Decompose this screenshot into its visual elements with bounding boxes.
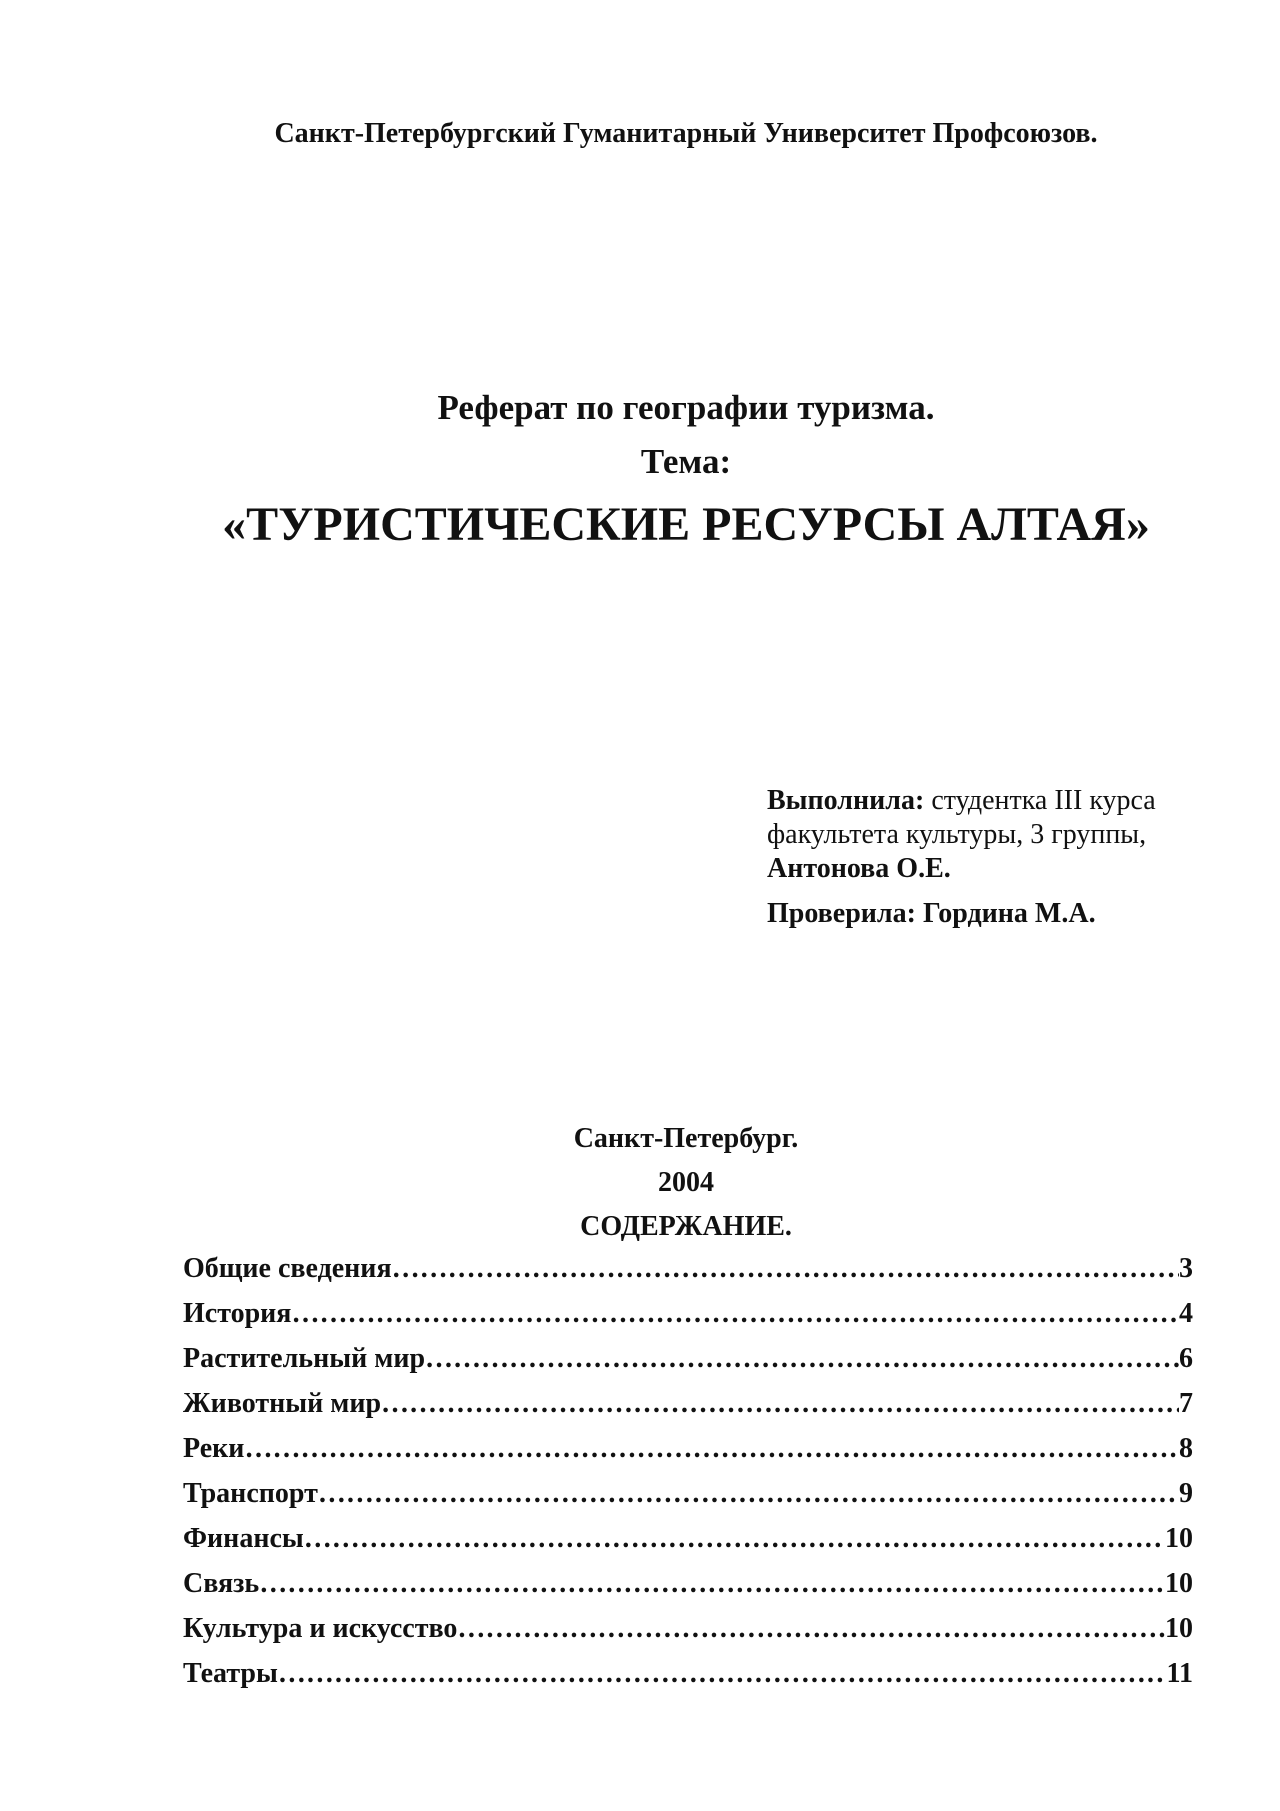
author-name-line bbox=[767, 852, 1156, 886]
toc-entry-title: Связь bbox=[183, 1568, 260, 1599]
toc-leader bbox=[291, 1298, 1179, 1330]
toc-entry-page: 10 bbox=[1165, 1568, 1193, 1599]
toc-row bbox=[183, 1433, 1193, 1478]
toc-leader bbox=[318, 1478, 1179, 1510]
toc-entry-title: Растительный мир bbox=[183, 1343, 426, 1374]
toc-row bbox=[183, 1613, 1193, 1658]
toc-entry-page: 11 bbox=[1166, 1658, 1193, 1689]
toc-leader bbox=[457, 1613, 1165, 1645]
toc-row bbox=[183, 1478, 1193, 1523]
toc-row bbox=[183, 1568, 1193, 1613]
table-of-contents bbox=[183, 1253, 1193, 1703]
checker: Проверила: Гордина М.А. bbox=[767, 898, 1096, 929]
university-name: Санкт-Петербургский Гуманитарный Университет Профсоюзов. bbox=[274, 118, 1098, 149]
toc-entry-title: Культура и искусство bbox=[183, 1613, 458, 1644]
toc-leader bbox=[381, 1388, 1179, 1420]
toc-entry-title: Финансы bbox=[183, 1523, 304, 1554]
toc-entry-page: 10 bbox=[1165, 1523, 1193, 1554]
author-line-1 bbox=[767, 784, 1156, 818]
city: Санкт-Петербург. bbox=[573, 1123, 799, 1154]
toc-entry-page: 9 bbox=[1179, 1478, 1193, 1509]
toc-entry-page: 8 bbox=[1179, 1433, 1193, 1464]
toc-leader bbox=[244, 1433, 1179, 1465]
year: 2004 bbox=[658, 1167, 714, 1198]
author-label: Выполнила: bbox=[767, 785, 925, 816]
toc-row bbox=[183, 1523, 1193, 1568]
toc-entry-page: 3 bbox=[1179, 1253, 1193, 1284]
toc-entry-title: Общие сведения bbox=[183, 1253, 392, 1284]
toc-entry-title: Реки bbox=[183, 1433, 245, 1464]
topic-title: «ТУРИСТИЧЕСКИЕ РЕСУРСЫ АЛТАЯ» bbox=[222, 498, 1150, 551]
toc-entry-page: 4 bbox=[1179, 1298, 1193, 1329]
toc-entry-title: Транспорт bbox=[183, 1478, 318, 1509]
author-course: студентка III курса bbox=[924, 785, 1156, 816]
toc-leader bbox=[425, 1343, 1179, 1375]
toc-row bbox=[183, 1388, 1193, 1433]
toc-entry-title: Театры bbox=[183, 1658, 278, 1689]
toc-row bbox=[183, 1298, 1193, 1343]
report-title: Реферат по географии туризма. bbox=[437, 388, 935, 427]
toc-leader bbox=[392, 1253, 1179, 1285]
author-faculty: факультета культуры, 3 группы, bbox=[767, 819, 1147, 850]
author-name: Антонова О.Е. bbox=[767, 853, 951, 884]
author-block bbox=[767, 784, 1156, 886]
toc-entry-page: 10 bbox=[1165, 1613, 1193, 1644]
topic-label: Тема: bbox=[640, 442, 732, 481]
toc-leader bbox=[304, 1523, 1165, 1555]
toc-row bbox=[183, 1343, 1193, 1388]
toc-entry-page: 7 bbox=[1179, 1388, 1193, 1419]
toc-title: СОДЕРЖАНИЕ. bbox=[580, 1211, 792, 1242]
toc-entry-title: Животный мир bbox=[183, 1388, 382, 1419]
toc-entry-title: История bbox=[183, 1298, 292, 1329]
toc-entry-page: 6 bbox=[1179, 1343, 1193, 1374]
toc-leader bbox=[278, 1658, 1167, 1690]
toc-row bbox=[183, 1658, 1193, 1703]
toc-leader bbox=[259, 1568, 1165, 1600]
toc-row bbox=[183, 1253, 1193, 1298]
